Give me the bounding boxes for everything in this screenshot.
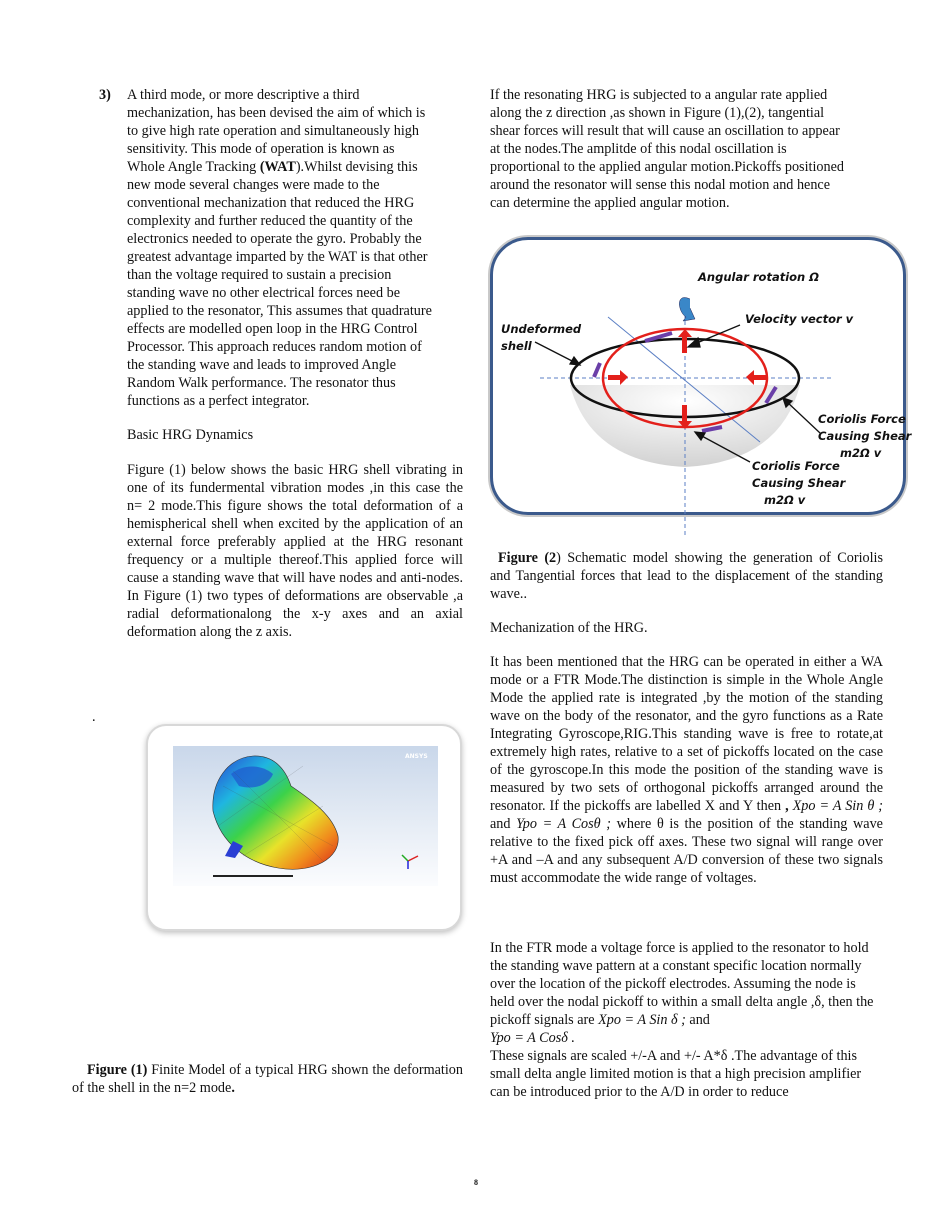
undeformed-label-line2: shell bbox=[501, 339, 532, 353]
text-line: the standing wave and leads to improved Angle bbox=[127, 357, 397, 373]
text-line: applied to the resonator, This assumes that quadrature bbox=[127, 303, 432, 319]
equation-xpo-delta: Xpo = A Sin δ ; bbox=[598, 1012, 686, 1028]
text-line: than the voltage required to sustain a precision bbox=[127, 267, 392, 283]
equation-ypo-delta: Ypo = A Cosδ . bbox=[490, 1030, 575, 1046]
text-line: Whole Angle Tracking (WAT).Whilst devising this bbox=[127, 159, 418, 175]
text-line: Random Walk performance. The resonator thus bbox=[127, 375, 396, 391]
text-line: new mode several changes were made to the bbox=[127, 177, 380, 193]
text-line: If the resonating HRG is subjected to a angular rate applied bbox=[490, 87, 828, 103]
text-line: sensitivity. This mode of operation is known as bbox=[127, 141, 395, 157]
text-line: shear forces will result that will cause an oscillation to appear bbox=[490, 123, 840, 139]
equation-ypo-theta: Ypo = A Cosθ ; bbox=[516, 816, 612, 832]
coriolis-label-1b: Causing Shear bbox=[818, 429, 912, 443]
wat-acronym: (WAT bbox=[259, 159, 296, 175]
text-line: conventional mechanization that reduced the HRG bbox=[127, 195, 415, 211]
text-line: proportional to the applied angular motion.Pickoffs positioned bbox=[490, 159, 844, 175]
angular-rotation-label: Angular rotation Ω bbox=[698, 270, 820, 284]
figure-1-caption: Figure (1) Finite Model of a typical HRG shown the deformation of the shell in the n=2 mode. bbox=[72, 1062, 463, 1096]
text-line: at the nodes.The amplitde of this nodal oscillation is bbox=[490, 141, 787, 157]
undeformed-label-line1: Undeformed bbox=[501, 322, 582, 336]
ansys-logo: ANSYS bbox=[405, 753, 428, 760]
text-line: mechanization, has been devised the aim of which is bbox=[127, 105, 426, 121]
figure-2-label: Figure (2 bbox=[498, 550, 557, 566]
velocity-vector-label: Velocity vector v bbox=[745, 312, 854, 326]
wat-paragraph bbox=[127, 86, 463, 410]
text-line: complexity and further reduced the quantity of the bbox=[127, 213, 413, 229]
stray-dot: . bbox=[92, 709, 96, 725]
text-line: can determine the applied angular motion. bbox=[490, 195, 730, 211]
page-number: 8 bbox=[474, 1178, 478, 1187]
text-line: electronics needed to operate the gyro. Probably the bbox=[127, 231, 422, 247]
text-line: effects are modelled open loop in the HRG Control bbox=[127, 321, 418, 337]
figure-1-label: Figure (1) bbox=[87, 1062, 148, 1078]
angular-rate-paragraph bbox=[490, 86, 883, 212]
dynamics-paragraph: Figure (1) below shows the basic HRG shell vibrating in one of its fundermental vibration modes ,in this case the n= 2 mode.This figure shows the total deformation of a hemispherical shell when excited by the application of an external force preferably applied at the HRG resonant frequency or a multiple thereof.This applied force will cause a standing wave that will have nodes and anti-nodes. In Figure (1) two types of deformations are observable ,a radial deformationalong the x-y axes and an axial deformation along the z axis. bbox=[127, 462, 463, 640]
figure-1-image bbox=[173, 746, 438, 886]
rotation-arrow-icon bbox=[679, 298, 695, 321]
text-line: around the resonator will sense this nodal motion and hence bbox=[490, 177, 831, 193]
text-line: Processor. This approach reduces random motion of bbox=[127, 339, 422, 355]
text-line: along the z direction ,as shown in Figure (1),(2), tangential bbox=[490, 105, 825, 121]
text-line: standing wave no other electrical forces need be bbox=[127, 285, 400, 301]
text-line: functions as a perfect integrator. bbox=[127, 393, 310, 409]
coriolis-label-2c: m2Ω v bbox=[764, 493, 806, 507]
mechanization-heading: Mechanization of the HRG. bbox=[490, 620, 648, 636]
mechanization-paragraph: It has been mentioned that the HRG can be operated in either a WA mode or a FTR Mode.The distinction is simple in the Whole Angle Mode the applied rate is integrated ,by the motion of the standing wave on the body of the resonator, and the gyro functions as a Rate Integrating Gyroscope,RIG.This standing wave is free to rotate,at extremely high rates, relative to a set of pickoffs located on the case of the gyroscope.In this mode the position of the standing wave is measured by two sets of orthogonal pickoffs arranged around the resonator. If the pickoffs are labelled X and Y then , Xpo = A Sin θ ; and Ypo = A Cosθ ; where θ is the position of the standing wave relative to the fixed pick off axes. These two signal will range over +A and –A and any subsequent A/D conversion of these two signals must accommodate the wide range of voltages. bbox=[490, 654, 884, 886]
figure-2-caption: Figure (2) Schematic model showing the generation of Coriolis and Tangential forces that lead to the displacement of the standing wave.. bbox=[490, 550, 884, 602]
list-number: 3) bbox=[99, 87, 111, 103]
section-heading: Basic HRG Dynamics bbox=[127, 427, 254, 443]
equation-xpo-theta: Xpo = A Sin θ ; bbox=[788, 798, 884, 814]
text-line: to give high rate operation and simultaneously high bbox=[127, 123, 419, 139]
text-line: greatest advantage imparted by the WAT is that other bbox=[127, 249, 428, 265]
coriolis-label-2a: Coriolis Force bbox=[752, 459, 840, 473]
text-line: A third mode, or more descriptive a third bbox=[127, 87, 360, 103]
coriolis-label-2b: Causing Shear bbox=[752, 476, 846, 490]
coriolis-label-1c: m2Ω v bbox=[840, 446, 882, 460]
fea-shell-graphic bbox=[173, 746, 438, 886]
coriolis-label-1a: Coriolis Force bbox=[818, 412, 906, 426]
ftr-paragraph: In the FTR mode a voltage force is applied to the resonator to hold the standing wave pattern at a constant specific location normally over the location of the pickoff electrodes. Assuming the node is held over the nodal pickoff to within a small delta angle ,δ, then the pickoff signals are Xpo = A Sin δ ; and Ypo = A Cosδ . These signals are scaled +/-A and +/- A*δ .The advantage of this small delta angle limited motion is that a high precision amplifier can be introduced prior to the A/D in order to reduce bbox=[490, 940, 874, 1100]
